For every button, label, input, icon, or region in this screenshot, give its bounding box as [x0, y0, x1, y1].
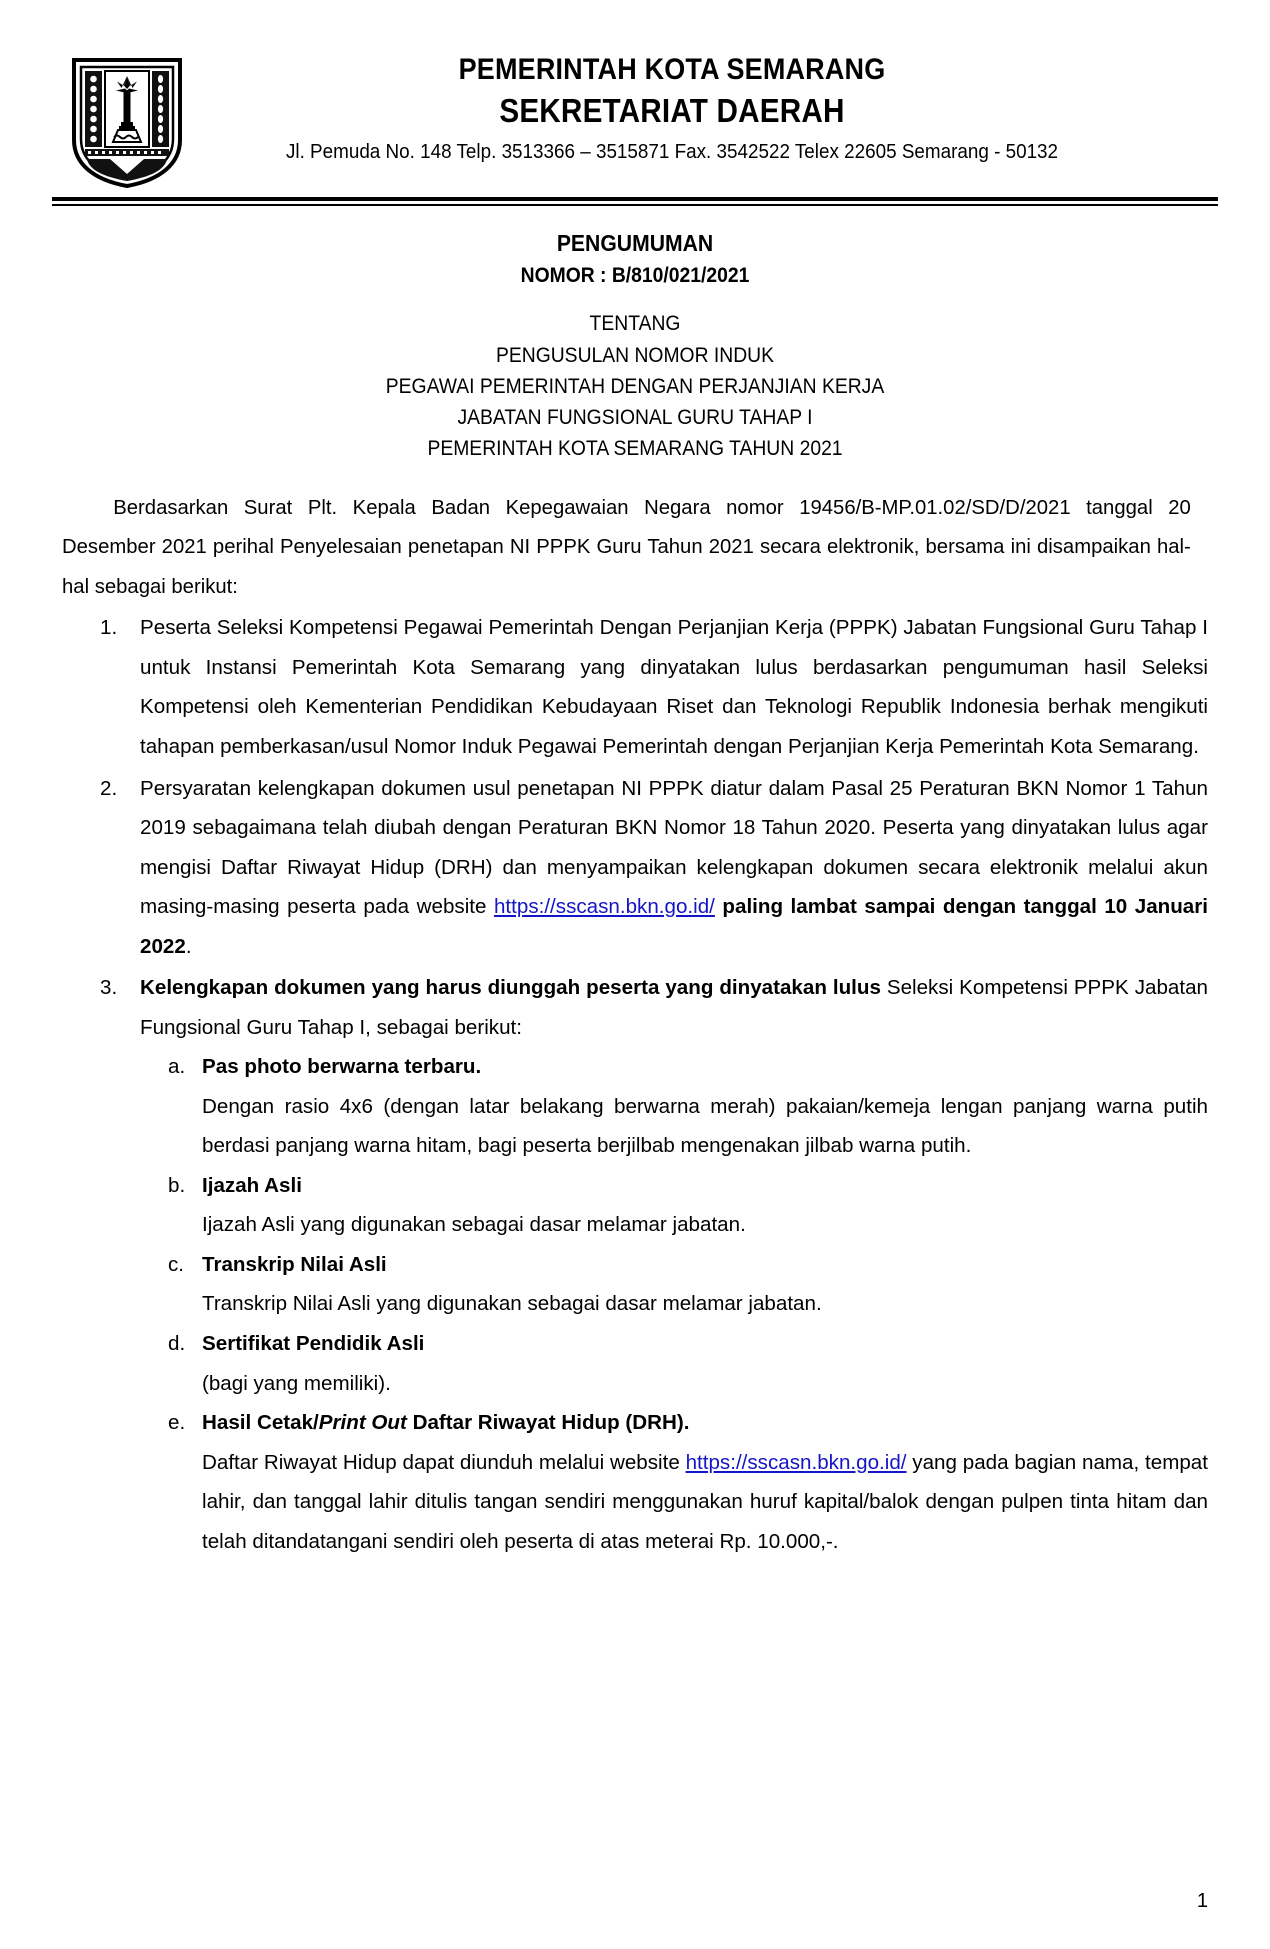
list-item-2-deadline: paling lambat sampai dengan tanggal 10 Januari 2022	[140, 895, 1208, 958]
list-item-3	[62, 968, 1208, 1561]
sub-list-item-b	[140, 1166, 1208, 1245]
list-item-1-text: Peserta Seleksi Kompetensi Pegawai Pemerintah Dengan Perjanjian Kerja (PPPK) Jabatan Fungsional Guru Tahap I untuk Instansi Pemerintah Kota Semarang yang dinyatakan lulus berdasarkan pengumuman hasil Seleksi Kompetensi oleh Kementerian Pendidikan Kebudayaan Riset dan Teknologi Republik Indonesia berhak mengikuti tahapan pemberkasan/usul Nomor Induk Pegawai Pemerintah dengan Perjanjian Kerja Pemerintah Kota Semarang.	[140, 616, 1208, 759]
sub-item-c-body: Transkrip Nilai Asli yang digunakan sebagai dasar melamar jabatan.	[202, 1292, 822, 1316]
sub-list-item-c	[140, 1245, 1208, 1324]
semarang-city-emblem-icon	[68, 56, 186, 188]
page-title: PENGUMUMAN	[556, 230, 714, 256]
list-item-2-period: .	[185, 934, 192, 958]
divider-thin	[52, 204, 1218, 206]
sub-list-item-d	[140, 1324, 1208, 1403]
sub-item-c-marker: c.	[168, 1252, 185, 1276]
sub-item-d-title: Sertifikat Pendidik Asli	[202, 1331, 425, 1355]
sub-item-a-title: Pas photo berwarna terbaru.	[202, 1055, 482, 1079]
sub-list	[140, 1047, 1208, 1561]
title-block	[0, 228, 1270, 464]
list-item-1-marker: 1.	[100, 616, 118, 640]
list-item-3-marker: 3.	[100, 976, 118, 1000]
title-tentang: TENTANG	[589, 312, 681, 336]
sub-item-e-body	[202, 1443, 1208, 1562]
sscasn-link-item2[interactable]: https://sscasn.bkn.go.id/	[493, 895, 715, 919]
title-subject-line-3: JABATAN FUNGSIONAL GURU TAHAP I	[457, 405, 813, 429]
document-body	[0, 488, 1270, 1561]
document-number: NOMOR : B/810/021/2021	[520, 264, 750, 288]
sub-item-e-title-italic: Print Out	[318, 1411, 407, 1435]
sub-item-e-marker: e.	[168, 1411, 186, 1435]
list-item-3-tail: Seleksi Kompetensi PPPK Jabatan Fungsional Guru Tahap I, sebagai berikut:	[140, 976, 1208, 1039]
sub-item-a-marker: a.	[168, 1055, 186, 1079]
sub-list-item-e	[140, 1403, 1208, 1561]
letterhead-line-1: PEMERINTAH KOTA SEMARANG	[458, 53, 886, 86]
list-item-2-text-part1: Persyaratan kelengkapan dokumen usul penetapan NI PPPK diatur dalam Pasal 25 Peraturan BKN Nomor 1 Tahun 2019 sebagaimana telah diubah dengan Peraturan BKN Nomor 18 Tahun 2020. Peserta yang dinyatakan lulus agar mengisi Daftar Riwayat Hidup (DRH) dan menyampaikan kelengkapan dokumen secara elektronik melalui akun masing-masing peserta pada website	[140, 776, 1208, 919]
list-item-2	[62, 769, 1208, 967]
sub-item-a-body: Dengan rasio 4x6 (dengan latar belakang berwarna merah) pakaian/kemeja lengan panjang warna putih berdasi panjang warna hitam, bagi peserta berjilbab mengenakan jilbab warna putih.	[202, 1094, 1208, 1158]
letterhead-address: Jl. Pemuda No. 148 Telp. 3513366 – 3515871 Fax. 3542522 Telex 22605 Semarang - 50132	[285, 139, 1059, 163]
header-divider	[52, 197, 1218, 206]
sub-item-d-body: (bagi yang memiliki).	[202, 1371, 391, 1395]
sub-item-e-body-pre: Daftar Riwayat Hidup dapat diunduh melalui website	[202, 1450, 686, 1474]
sub-item-b-marker: b.	[168, 1173, 186, 1197]
letterhead	[0, 0, 1270, 188]
list-item-3-bold-head: Kelengkapan dokumen yang harus diunggah peserta yang dinyatakan lulus	[140, 976, 881, 1000]
list-item-2-marker: 2.	[100, 776, 118, 800]
list-item-1	[62, 608, 1208, 766]
sub-item-b-body: Ijazah Asli yang digunakan sebagai dasar melamar jabatan.	[202, 1213, 746, 1237]
sscasn-link-item-e[interactable]: https://sscasn.bkn.go.id/	[685, 1450, 907, 1474]
numbered-list	[62, 608, 1208, 1561]
sub-item-e-title-post: Daftar Riwayat Hidup (DRH).	[406, 1411, 690, 1435]
sub-item-d-marker: d.	[168, 1331, 186, 1355]
sub-item-c-title: Transkrip Nilai Asli	[202, 1252, 387, 1276]
title-subject-line-1: PENGUSULAN NOMOR INDUK	[495, 343, 775, 367]
sub-item-e-body-post: yang pada bagian nama, tempat lahir, dan tanggal lahir ditulis tangan sendiri menggunakan huruf kapital/balok dengan pulpen tinta hitam dan telah ditandatangani sendiri oleh peserta di atas meterai Rp. 10.000,-.	[202, 1450, 1208, 1553]
title-subject-line-4: PEMERINTAH KOTA SEMARANG TAHUN 2021	[427, 436, 843, 460]
intro-paragraph: Berdasarkan Surat Plt. Kepala Badan Kepegawaian Negara nomor 19456/B-MP.01.02/SD/D/2021 tanggal 20 Desember 2021 perihal Penyelesaian penetapan NI PPPK Guru Tahun 2021 secara elektronik, bersama ini disampaikan hal-hal sebagai berikut:	[62, 495, 1191, 598]
sub-item-e-title-pre: Hasil Cetak/	[202, 1411, 319, 1435]
letterhead-text	[176, 52, 1208, 165]
title-subject-line-2: PEGAWAI PEMERINTAH DENGAN PERJANJIAN KERJA	[385, 374, 885, 398]
sub-item-b-title: Ijazah Asli	[202, 1173, 302, 1197]
sub-list-item-a	[140, 1047, 1208, 1166]
letterhead-line-2: SEKRETARIAT DAERAH	[499, 92, 845, 130]
page-number: 1	[1196, 1890, 1208, 1912]
